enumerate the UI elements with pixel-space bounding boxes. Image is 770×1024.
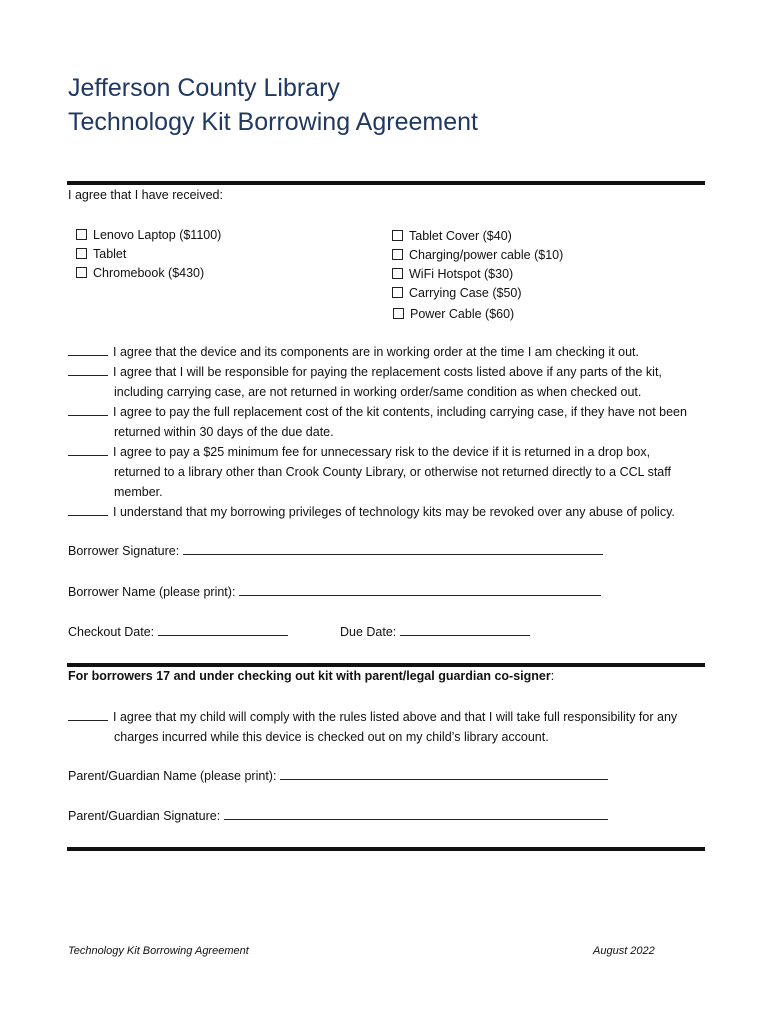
checkbox-item-tablet[interactable] (76, 244, 126, 264)
agreement-text: I agree that the device and its components are in working order at the time I am checking it out. (113, 345, 639, 359)
borrower-name-field (68, 582, 601, 602)
agreement-text-continued: charges incurred while this device is checked out on my child’s library account. (114, 730, 549, 744)
title-line-2: Technology Kit Borrowing Agreement (68, 108, 478, 136)
agreement-text-continued: member. (114, 485, 163, 499)
checkbox-icon[interactable] (76, 229, 87, 240)
checkbox-item-power-cable[interactable] (393, 304, 514, 324)
borrower-signature-field (68, 541, 603, 561)
checkout-date-line[interactable] (158, 623, 288, 636)
agreement-text-continued: returned to a library other than Crook County Library, or otherwise not returned directly to a CCL staff (114, 465, 671, 479)
agreement-item-3 (68, 402, 708, 439)
title-line-1: Jefferson County Library (68, 74, 340, 102)
borrower-signature-label: Borrower Signature: (68, 544, 180, 558)
initial-blank[interactable] (68, 343, 108, 356)
agreement-text-continued: returned within 30 days of the due date. (114, 425, 334, 439)
guardian-name-line[interactable] (280, 767, 608, 780)
footer-date: August 2022 (593, 945, 655, 957)
agreement-item-1 (68, 342, 708, 362)
footer-title: Technology Kit Borrowing Agreement (68, 945, 249, 957)
guardian-name-label: Parent/Guardian Name (please print): (68, 769, 277, 783)
borrower-name-line[interactable] (239, 583, 601, 596)
guardian-heading (68, 666, 554, 686)
checkbox-icon[interactable] (392, 230, 403, 241)
due-date-line[interactable] (400, 623, 530, 636)
due-date-label: Due Date: (340, 625, 397, 639)
received-intro: I agree that I have received: (68, 188, 223, 202)
checkbox-item-chromebook[interactable] (76, 263, 204, 283)
initial-blank[interactable] (68, 403, 108, 416)
checkbox-label: WiFi Hotspot ($30) (409, 267, 514, 281)
initial-blank[interactable] (68, 708, 108, 721)
guardian-signature-line[interactable] (224, 807, 608, 820)
checkbox-icon[interactable] (392, 287, 403, 298)
checkbox-label: Tablet Cover ($40) (409, 229, 512, 243)
checkbox-item-laptop[interactable] (76, 225, 221, 245)
checkbox-item-tablet-cover[interactable] (392, 226, 512, 246)
checkbox-icon[interactable] (393, 308, 404, 319)
checkbox-label: Lenovo Laptop ($1100) (93, 228, 222, 242)
checkbox-icon[interactable] (76, 267, 87, 278)
agreement-text: I agree to pay the full replacement cost of the kit contents, including carrying case, if they have not been (113, 405, 687, 419)
checkbox-label: Tablet (93, 247, 127, 261)
initial-blank[interactable] (68, 443, 108, 456)
agreement-item-2 (68, 362, 708, 399)
checkbox-icon[interactable] (392, 268, 403, 279)
checkout-date-field (68, 622, 288, 642)
checkbox-label: Charging/power cable ($10) (409, 248, 564, 262)
guardian-heading-colon: : (550, 669, 555, 683)
guardian-name-field (68, 766, 608, 786)
checkbox-label: Power Cable ($60) (410, 307, 515, 321)
agreement-text: I understand that my borrowing privileges of technology kits may be revoked over any abuse of policy. (113, 505, 675, 519)
guardian-signature-field (68, 806, 608, 826)
agreement-item-4 (68, 442, 708, 499)
checkbox-label: Chromebook ($430) (93, 266, 205, 280)
agreement-item-5 (68, 502, 708, 522)
checkbox-label: Carrying Case ($50) (409, 286, 522, 300)
checkbox-icon[interactable] (76, 248, 87, 259)
bottom-divider (67, 847, 705, 851)
agreement-text: I agree to pay a $25 minimum fee for unnecessary risk to the device if it is returned in a drop box, (113, 445, 651, 459)
guardian-agreement (68, 707, 708, 744)
checkbox-icon[interactable] (392, 249, 403, 260)
agreement-text: I agree that I will be responsible for paying the replacement costs listed above if any parts of the kit, (113, 365, 662, 379)
borrower-name-label: Borrower Name (please print): (68, 585, 236, 599)
checkbox-item-hotspot[interactable] (392, 264, 513, 284)
agreement-text-continued: including carrying case, are not returned in working order/same condition as when checked out. (114, 385, 642, 399)
borrower-signature-line[interactable] (183, 542, 603, 555)
checkbox-item-charging-cable[interactable] (392, 245, 563, 265)
initial-blank[interactable] (68, 503, 108, 516)
due-date-field (340, 622, 530, 642)
guardian-signature-label: Parent/Guardian Signature: (68, 809, 221, 823)
checkout-date-label: Checkout Date: (68, 625, 155, 639)
agreement-text: I agree that my child will comply with the rules listed above and that I will take full responsibility for any (113, 710, 678, 724)
guardian-heading-text: For borrowers 17 and under checking out kit with parent/legal guardian co-signer (68, 669, 551, 683)
checkbox-item-carrying-case[interactable] (392, 283, 522, 303)
initial-blank[interactable] (68, 363, 108, 376)
